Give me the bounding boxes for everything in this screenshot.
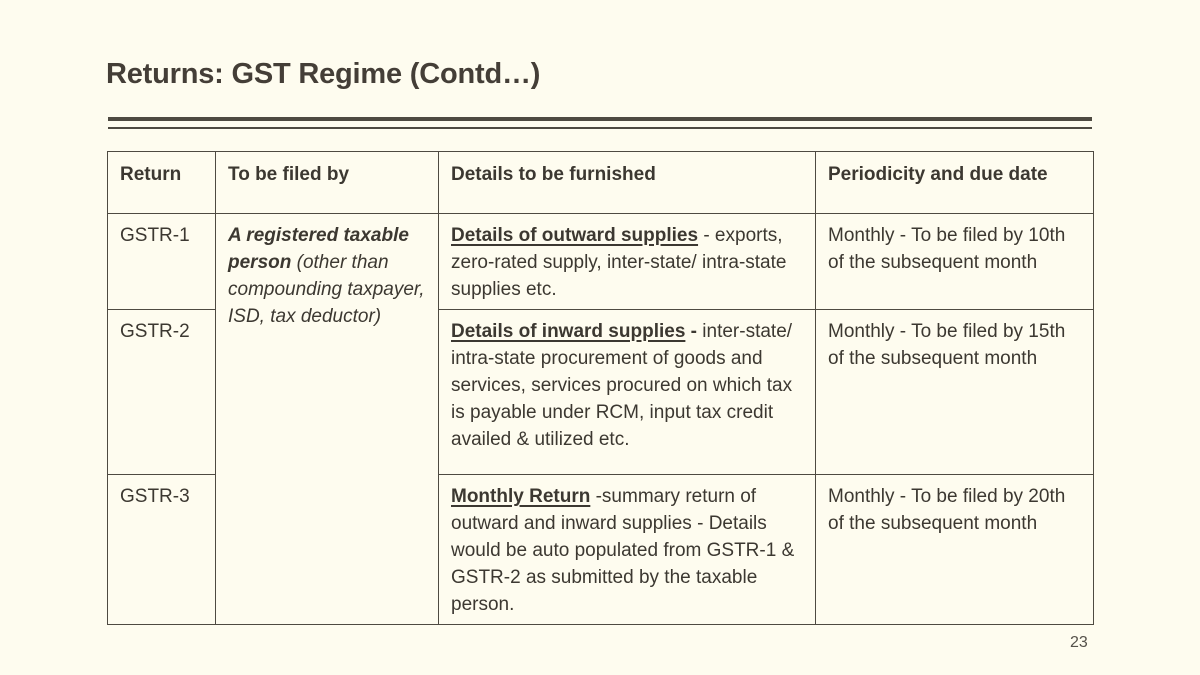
gst-returns-table [107,151,1094,625]
cell-details-gstr3 [439,475,816,625]
cell-periodicity-gstr3: Monthly - To be filed by 20th of the subsequent month [816,475,1094,625]
header-return: Return [108,152,216,214]
details-lead-gstr3: Monthly Return [451,486,591,507]
table-row-gstr1 [108,214,1094,310]
details-rest-gstr2: inter-state/ intra-state procurement of goods and services, services procured on which tax is payable under RCM, input tax credit availed & utilized etc. [451,321,793,450]
header-periodicity: Periodicity and due date [816,152,1094,214]
details-lead-gstr2: Details of inward supplies [451,321,686,342]
header-details: Details to be furnished [439,152,816,214]
cell-return-gstr1: GSTR-1 [108,214,216,310]
cell-periodicity-gstr2: Monthly - To be filed by 15th of the subsequent month [816,310,1094,475]
details-rest-gstr3: -summary return of outward and inward supplies - Details would be auto populated from GSTR-1 & GSTR-2 as submitted by the taxable person. [451,486,795,615]
filed-by-rest-text: (other than compounding taxpayer, ISD, tax deductor) [228,252,425,327]
cell-filed-by-merged [216,214,439,625]
cell-return-gstr2: GSTR-2 [108,310,216,475]
cell-details-gstr1 [439,214,816,310]
header-filed-by: To be filed by [216,152,439,214]
cell-return-gstr3: GSTR-3 [108,475,216,625]
filed-by-bold-text: A registered taxable person [228,225,409,273]
table-header-row [108,152,1094,214]
cell-details-gstr2 [439,310,816,475]
details-rest-gstr1: - exports, zero-rated supply, inter-state/ intra-state supplies etc. [451,225,787,300]
cell-periodicity-gstr1: Monthly - To be filed by 10th of the subsequent month [816,214,1094,310]
details-lead-gstr1: Details of outward supplies [451,225,699,246]
details-mid-gstr2: - [685,321,697,342]
title-rule-thin [108,127,1092,129]
title-rule-thick [108,117,1092,121]
page-number: 23 [1070,634,1088,651]
slide-title: Returns: GST Regime (Contd…) [106,58,541,90]
